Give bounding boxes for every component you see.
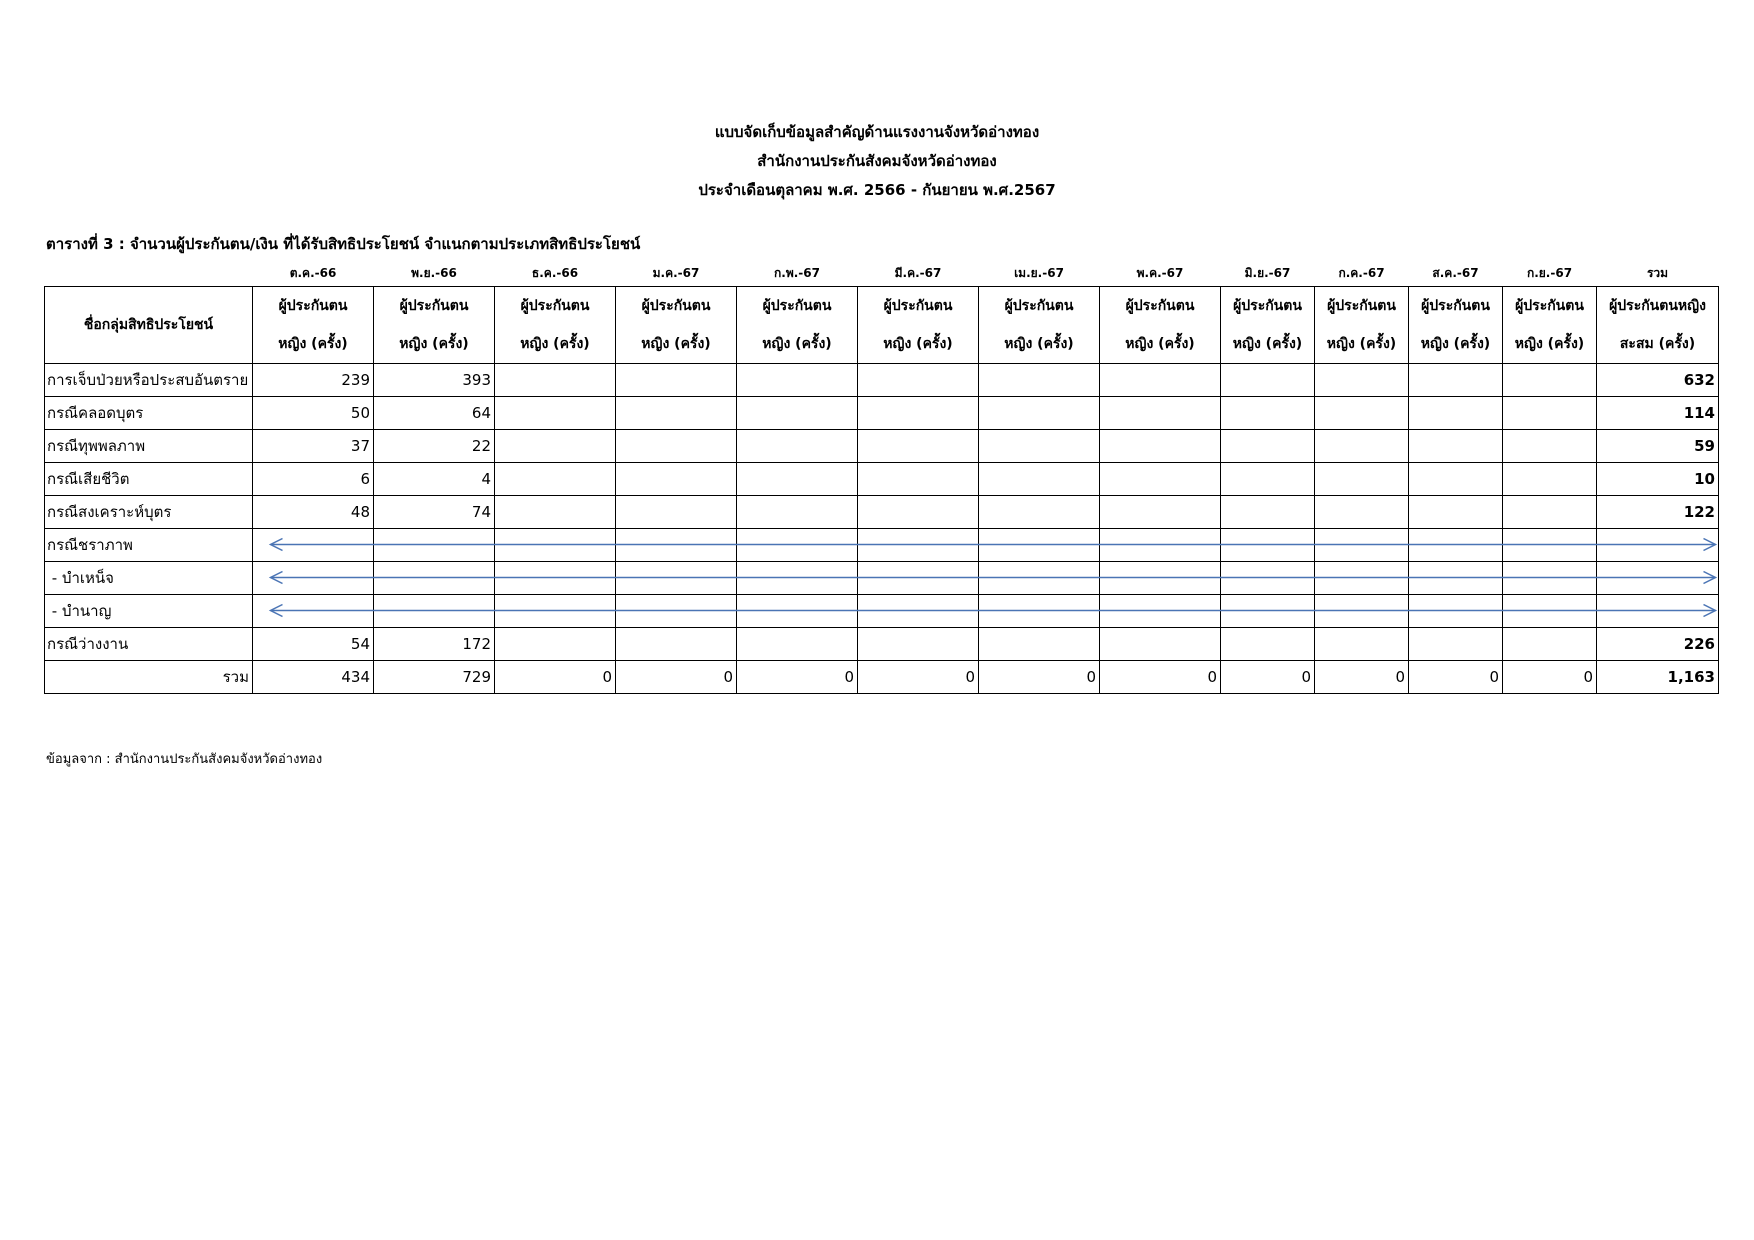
table-cell (1409, 396, 1503, 429)
table-cell (374, 528, 495, 561)
row-total (1597, 561, 1719, 594)
table-cell (1503, 363, 1597, 396)
table-cell (1409, 528, 1503, 561)
column-header-line1: ผู้ประกันตน (762, 297, 832, 314)
total-month-header: รวม (1646, 265, 1669, 280)
table-cell (858, 561, 979, 594)
table-cell (858, 429, 979, 462)
column-header (1221, 286, 1315, 363)
table-cell (737, 561, 858, 594)
table-cell (858, 627, 979, 660)
column-header-line1: ผู้ประกันตน (278, 297, 348, 314)
column-header-line2: หญิง (ครั้ง) (1420, 335, 1491, 352)
table-cell (1100, 363, 1221, 396)
table-row (45, 627, 1719, 660)
row-total: 122 (1597, 495, 1719, 528)
row-total (1597, 594, 1719, 627)
table-row (45, 363, 1719, 396)
sum-cell: 0 (1315, 660, 1409, 693)
table-cell (1221, 396, 1315, 429)
table-cell: 393 (374, 363, 495, 396)
table-cell (616, 396, 737, 429)
table-cell (1100, 528, 1221, 561)
table-cell (1221, 561, 1315, 594)
table-cell: 64 (374, 396, 495, 429)
table-cell (1503, 594, 1597, 627)
table-cell (1100, 396, 1221, 429)
table-cell (979, 528, 1100, 561)
month-header-row (45, 261, 1719, 286)
table-cell (979, 594, 1100, 627)
column-header-row (45, 286, 1719, 363)
month-header: ธ.ค.-66 (531, 265, 579, 280)
table-cell (1221, 495, 1315, 528)
header-office: สำนักงานประกันสังคมจังหวัดอ่างทอง (757, 152, 997, 170)
table-cell (374, 594, 495, 627)
sum-cell: 0 (858, 660, 979, 693)
row-label: กรณีเสียชีวิต (45, 462, 253, 495)
table-cell (616, 429, 737, 462)
table-cell (495, 495, 616, 528)
table-cell (1409, 594, 1503, 627)
table-cell (616, 363, 737, 396)
column-header-line2: หญิง (ครั้ง) (641, 335, 711, 352)
table-cell (1503, 528, 1597, 561)
column-header-line2: หญิง (ครั้ง) (1125, 335, 1195, 352)
table-cell (1100, 462, 1221, 495)
table-cell (979, 429, 1100, 462)
sum-cell: 0 (616, 660, 737, 693)
table-cell (979, 363, 1100, 396)
column-header (1315, 286, 1409, 363)
document-header (0, 118, 1754, 205)
table-cell (1221, 363, 1315, 396)
table-cell (737, 528, 858, 561)
table-cell (1315, 396, 1409, 429)
month-header: เม.ย.-67 (1014, 265, 1064, 280)
row-total: 59 (1597, 429, 1719, 462)
column-header-line2: หญิง (ครั้ง) (278, 335, 348, 352)
table-cell: 6 (253, 462, 374, 495)
table-cell (253, 528, 374, 561)
table-cell: 50 (253, 396, 374, 429)
sum-cell: 0 (495, 660, 616, 693)
sum-cell: 0 (1409, 660, 1503, 693)
total-header-line2: สะสม (ครั้ง) (1619, 335, 1696, 352)
column-header-line1: ผู้ประกันตน (883, 297, 953, 314)
month-header: ก.พ.-67 (774, 265, 820, 280)
table-row (45, 561, 1719, 594)
month-header: ก.ย.-67 (1526, 265, 1573, 280)
table-cell (616, 627, 737, 660)
table-cell (616, 462, 737, 495)
sum-cell: 729 (374, 660, 495, 693)
column-header (979, 286, 1100, 363)
row-total: 632 (1597, 363, 1719, 396)
column-header-line1: ผู้ประกันตน (1421, 297, 1490, 314)
table-cell (1315, 594, 1409, 627)
table-cell (1100, 627, 1221, 660)
table-cell (1503, 627, 1597, 660)
table-row (45, 462, 1719, 495)
table-row (45, 528, 1719, 561)
column-header-line2: หญิง (ครั้ง) (1004, 335, 1074, 352)
table-cell (1221, 594, 1315, 627)
column-header (616, 286, 737, 363)
row-label: การเจ็บป่วยหรือประสบอันตราย (45, 363, 253, 396)
table-cell (1409, 429, 1503, 462)
row-label: กรณีชราภาพ (45, 528, 253, 561)
column-header (1409, 286, 1503, 363)
table-cell (1409, 462, 1503, 495)
source-note: ข้อมูลจาก : สำนักงานประกันสังคมจังหวัดอ่างทอง (46, 752, 323, 767)
month-header: ส.ค.-67 (1432, 265, 1479, 280)
column-header (495, 286, 616, 363)
table-cell (1503, 462, 1597, 495)
table-cell (1221, 528, 1315, 561)
table-cell (737, 495, 858, 528)
column-header-line2: หญิง (ครั้ง) (399, 335, 469, 352)
table-cell (737, 462, 858, 495)
table-cell (1315, 627, 1409, 660)
table-row (45, 429, 1719, 462)
sum-cell: 0 (1221, 660, 1315, 693)
column-header-line1: ผู้ประกันตน (1125, 297, 1195, 314)
month-header: พ.ย.-66 (411, 265, 457, 280)
column-header-line1: ผู้ประกันตน (1004, 297, 1074, 314)
table-cell (858, 363, 979, 396)
column-header-line2: หญิง (ครั้ง) (1232, 335, 1303, 352)
table-cell (858, 528, 979, 561)
table-cell: 37 (253, 429, 374, 462)
table-cell (737, 594, 858, 627)
column-header-line2: หญิง (ครั้ง) (762, 335, 832, 352)
table-cell (1315, 495, 1409, 528)
table-cell (1100, 495, 1221, 528)
table-cell (616, 495, 737, 528)
column-header-line1: ผู้ประกันตน (520, 297, 590, 314)
month-header: ม.ค.-67 (652, 265, 700, 280)
table-cell (374, 561, 495, 594)
column-header (1100, 286, 1221, 363)
table-cell (616, 528, 737, 561)
table-cell (1315, 561, 1409, 594)
column-header-line1: ผู้ประกันตน (1327, 297, 1396, 314)
table-cell: 172 (374, 627, 495, 660)
row-label: กรณีคลอดบุตร (45, 396, 253, 429)
row-total: 226 (1597, 627, 1719, 660)
row-label: กรณีสงเคราะห์บุตร (45, 495, 253, 528)
table-cell (616, 594, 737, 627)
row-total: 10 (1597, 462, 1719, 495)
table-caption: ตารางที่ 3 : จำนวนผู้ประกันตน/เงิน ที่ได้รับสิทธิประโยชน์ จำแนกตามประเภทสิทธิประโยชน์ (46, 235, 641, 253)
table-cell: 48 (253, 495, 374, 528)
sum-cell: 0 (979, 660, 1100, 693)
table-cell (253, 561, 374, 594)
table-cell (1221, 462, 1315, 495)
table-cell (616, 561, 737, 594)
sum-cell: 0 (1503, 660, 1597, 693)
sum-cell: 0 (737, 660, 858, 693)
header-period: ประจำเดือนตุลาคม พ.ศ. 2566 - กันยายน พ.ศ.2567 (698, 181, 1056, 199)
table-cell: 54 (253, 627, 374, 660)
table-cell: 22 (374, 429, 495, 462)
column-header-line1: ผู้ประกันตน (1233, 297, 1302, 314)
table-cell (495, 528, 616, 561)
table-cell (1100, 429, 1221, 462)
table-cell (1409, 363, 1503, 396)
column-header-line1: ผู้ประกันตน (399, 297, 469, 314)
table-cell (737, 363, 858, 396)
row-label: กรณีทุพพลภาพ (45, 429, 253, 462)
table-row (45, 396, 1719, 429)
benefits-table (44, 261, 1719, 694)
month-header: มิ.ย.-67 (1244, 265, 1291, 280)
row-label: - บำนาญ (45, 594, 253, 627)
table-cell (1221, 627, 1315, 660)
table-cell (858, 495, 979, 528)
grand-total: 1,163 (1597, 660, 1719, 693)
sum-cell: 0 (1100, 660, 1221, 693)
column-header (1503, 286, 1597, 363)
table-cell (1409, 561, 1503, 594)
table-cell (979, 495, 1100, 528)
month-header: มี.ค.-67 (894, 265, 942, 280)
table-cell (495, 396, 616, 429)
month-header: ก.ค.-67 (1338, 265, 1385, 280)
table-cell (1100, 561, 1221, 594)
table-cell (495, 627, 616, 660)
month-header-blank (45, 261, 253, 286)
table-cell (979, 396, 1100, 429)
total-column-header (1597, 286, 1719, 363)
sum-row-label: รวม (45, 660, 253, 693)
column-header (253, 286, 374, 363)
table-row (45, 495, 1719, 528)
table-cell (1315, 462, 1409, 495)
column-header-line2: หญิง (ครั้ง) (520, 335, 590, 352)
table-cell (979, 462, 1100, 495)
table-cell (737, 396, 858, 429)
table-cell: 239 (253, 363, 374, 396)
table-cell (253, 594, 374, 627)
table-cell (1315, 363, 1409, 396)
table-cell (495, 363, 616, 396)
table-cell (1503, 495, 1597, 528)
column-header (374, 286, 495, 363)
column-header (858, 286, 979, 363)
table-cell (858, 462, 979, 495)
column-header-line1: ผู้ประกันตน (641, 297, 711, 314)
table-cell (1100, 594, 1221, 627)
total-header-line1: ผู้ประกันตนหญิง (1609, 297, 1706, 314)
table-cell (1409, 627, 1503, 660)
column-header-line2: หญิง (ครั้ง) (883, 335, 953, 352)
table-cell (1503, 561, 1597, 594)
month-header: พ.ค.-67 (1136, 265, 1184, 280)
table-row (45, 594, 1719, 627)
column-header-line1: ผู้ประกันตน (1515, 297, 1584, 314)
table-cell (495, 561, 616, 594)
table-cell (979, 561, 1100, 594)
row-label: - บำเหน็จ (45, 561, 253, 594)
row-label: กรณีว่างงาน (45, 627, 253, 660)
table-cell (495, 462, 616, 495)
row-total (1597, 528, 1719, 561)
column-header-line2: หญิง (ครั้ง) (1514, 335, 1585, 352)
table-cell (1409, 495, 1503, 528)
column-header-line2: หญิง (ครั้ง) (1326, 335, 1397, 352)
table-cell (495, 594, 616, 627)
table-cell (979, 627, 1100, 660)
table-cell (858, 396, 979, 429)
table-cell (1221, 429, 1315, 462)
sum-cell: 434 (253, 660, 374, 693)
header-title: แบบจัดเก็บข้อมูลสำคัญด้านแรงงานจังหวัดอ่างทอง (714, 123, 1040, 141)
table-cell (858, 594, 979, 627)
table-cell (1503, 396, 1597, 429)
month-header: ต.ค.-66 (289, 265, 337, 280)
table-cell (1315, 528, 1409, 561)
table-cell (1503, 429, 1597, 462)
group-header: ชื่อกลุ่มสิทธิประโยชน์ (45, 286, 253, 363)
table-cell (737, 429, 858, 462)
row-total: 114 (1597, 396, 1719, 429)
table-cell (495, 429, 616, 462)
table-cell: 74 (374, 495, 495, 528)
table-cell (737, 627, 858, 660)
sum-row (45, 660, 1719, 693)
table-cell (1315, 429, 1409, 462)
column-header (737, 286, 858, 363)
table-cell: 4 (374, 462, 495, 495)
